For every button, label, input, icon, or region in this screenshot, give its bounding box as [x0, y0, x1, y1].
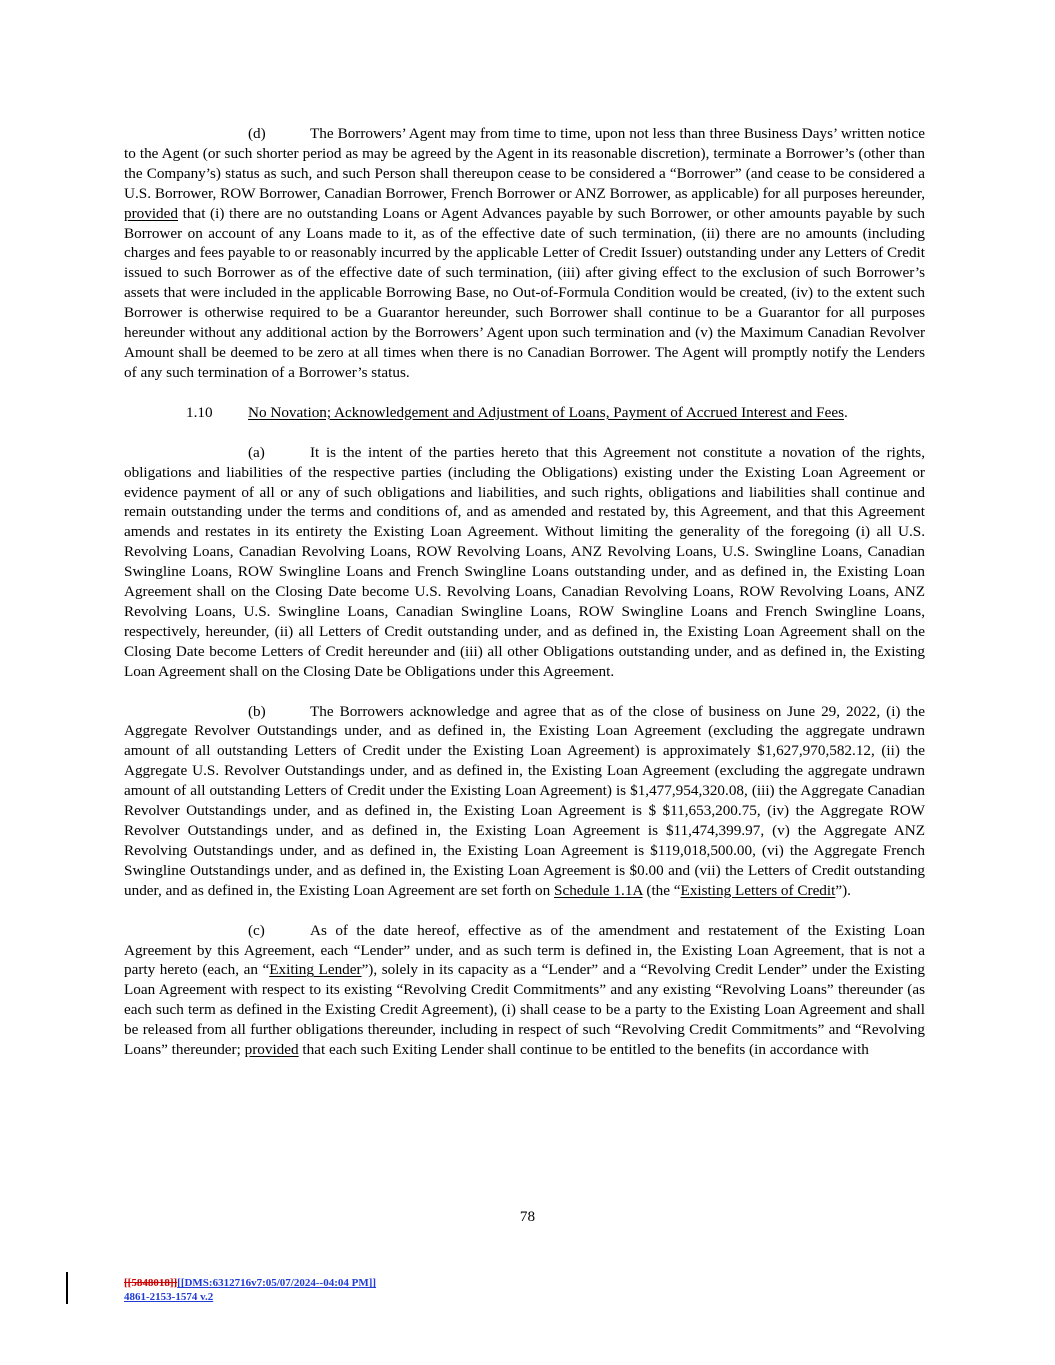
document-footer: [124, 1276, 376, 1304]
existing-letters-of-credit-term: Existing Letters of Credit: [680, 881, 836, 899]
paragraph-a-label: (a): [248, 443, 265, 461]
paragraph-c-label: (c): [248, 921, 265, 939]
paragraph-b-text-1: The Borrowers acknowledge and agree that as of the close of business on June 29, 2022, (i) the Aggregate Revolver Outstandings under, and as defined in, the Existing Loan Agreement (excluding the aggregate undrawn amount of all outstanding Letters of Credit under the Existing Loan Agreement) is approximately $1,627,970,582.12, (ii) the Aggregate U.S. Revolver Outstandings under, and as defined in, the Existing Loan Agreement (excluding the aggregate undrawn amount of all outstanding Letters of Credit under the Existing Loan Agreement) is $1,477,954,320.08, (iii) the Aggregate Canadian Revolver Outstandings under, and as defined in, the Existing Loan Agreement is $ $11,653,200.75, (iv) the Aggregate ROW Revolver Outstandings under, and as defined in, the Existing Loan Agreement is $11,474,399.97, (v) the Aggregate ANZ Revolving Outstandings under, and as defined in, the Existing Loan Agreement is $119,018,500.00, (vi) the Aggregate French Swingline Outstandings under, and as defined in, the Existing Loan Agreement is $0.00 and (vii) the Letters of Credit outstanding under, and as defined in, the Existing Loan Agreement are set forth on: [124, 702, 925, 899]
paragraph-d-label: (d): [248, 125, 266, 142]
provided-term-2: provided: [244, 1041, 299, 1059]
section-title-period: .: [843, 403, 848, 421]
paragraph-b-text-3: ”).: [835, 881, 851, 899]
paragraph-a-text: It is the intent of the parties hereto that this Agreement not constitute a novation of the rights, obligations and liabilities of the respective parties (including the Obligations) existing under the Existing Loan Agreement or evidence payment of all or any of such obligations and liabilities, and such rights, obligations and liabilities shall continue and remain outstanding under the terms and conditions of, and as amended and restated by, this Agreement, and that this Agreement amends and restates in its entirety the Existing Loan Agreement. Without limiting the generality of the foregoing (i) all U.S. Revolving Loans, Canadian Revolving Loans, ROW Revolving Loans, ANZ Revolving Loans, U.S. Swingline Loans, Canadian Swingline Loans, ROW Swingline Loans and French Swingline Loans outstanding under, and as defined in, the Existing Loan Agreement shall on the Closing Date become U.S. Revolving Loans, Canadian Revolving Loans, ROW Revolving Loans, ANZ Revolving Loans, U.S. Swingline Loans, Canadian Swingline Loans, ROW Swingline Loans and French Swingline Loans, respectively, hereunder, (ii) all Letters of Credit outstanding under, and as defined in, the Existing Loan Agreement shall on the Closing Date become Letters of Credit hereunder and (iii) all other Obligations outstanding under, and as defined in, the Existing Loan Agreement shall on the Closing Date be Obligations under this Agreement.: [124, 443, 925, 680]
paragraph-b: [124, 702, 925, 901]
section-heading-1-10: [124, 403, 925, 423]
deleted-reference: [[5848018]]: [124, 1277, 178, 1289]
exiting-lender-term: Exiting Lender: [269, 961, 362, 979]
section-number: 1.10: [186, 403, 213, 421]
section-title: No Novation; Acknowledgement and Adjustment of Loans, Payment of Accrued Interest and Fees: [248, 403, 844, 421]
paragraph-d: [124, 124, 925, 383]
provided-term: provided: [124, 204, 178, 222]
document-number: 4861-2153-1574 v.2: [124, 1291, 214, 1303]
inserted-reference: [[DMS:6312716v7:05/07/2024--04:04 PM]]: [177, 1277, 377, 1289]
paragraph-d-text-2: that (i) there are no outstanding Loans or Agent Advances payable by such Borrower, or other amounts payable by such Borrower on account of any Loans made to it, as of the effective date of such termination, (ii) there are no amounts (including charges and fees payable to or reasonably incurred by the applicable Letter of Credit Issuer) outstanding under any Letters of Credit issued to such Borrower as of the effective date of such termination, (iii) after giving effect to the exclusion of such Borrower’s assets that were included in the applicable Borrowing Base, no Out-of-Formula Condition would be created, (iv) to the extent such Borrower is otherwise required to be a Guarantor hereunder, such Borrower shall continue to be a Guarantor for all purposes hereunder without any additional action by the Borrowers’ Agent upon such termination and (v) the Maximum Canadian Revolver Amount shall be deemed to be zero at all times when there is no Canadian Borrower. The Agent will promptly notify the Lenders of any such termination of a Borrower’s status.: [124, 204, 926, 381]
document-body: [124, 124, 925, 1060]
change-bar: [66, 1272, 68, 1304]
paragraph-c: [124, 921, 925, 1060]
paragraph-d-text-1: The Borrowers’ Agent may from time to time, upon not less than three Business Days’ written notice to the Agent (or such shorter period as may be agreed by the Agent in its reasonable discretion), terminate a Borrower’s (other than the Company’s) status as such, and such Person shall thereupon cease to be considered a “Borrower” (and cease to be considered a U.S. Borrower, ROW Borrower, Canadian Borrower, French Borrower or ANZ Borrower, as applicable) for all purposes hereunder,: [124, 125, 925, 202]
paragraph-c-text-3: that each such Exiting Lender shall continue to be entitled to the benefits (in accordance with: [302, 1041, 869, 1059]
schedule-reference: Schedule 1.1A: [554, 881, 643, 899]
paragraph-a: [124, 443, 925, 682]
paragraph-b-text-2: (the “: [646, 881, 681, 899]
footer-revision-line: [124, 1276, 376, 1290]
page-number: 78: [519, 1208, 536, 1225]
paragraph-b-label: (b): [248, 702, 266, 720]
paragraph-c-text-1: As of the date hereof, effective as of the amendment and restatement of the Existing Loan Agreement by this Agreement, each “Lender” under, and as such term is defined in, the Existing Loan Agreement, that is not a party hereto (each, an “: [124, 921, 925, 979]
paragraph-c-text-2: ”), solely in its capacity as a “Lender” and a “Revolving Credit Lender” under the Existing Loan Agreement with respect to its existing “Revolving Credit Commitments” and any existing “Revolving Loans” thereunder (as each such term as defined in the Existing Credit Agreement), (i) shall cease to be a party to the Existing Loan Agreement and shall be released from all further obligations thereunder, including in respect of such “Revolving Credit Commitments” and “Revolving Loans” thereunder;: [124, 961, 925, 1059]
